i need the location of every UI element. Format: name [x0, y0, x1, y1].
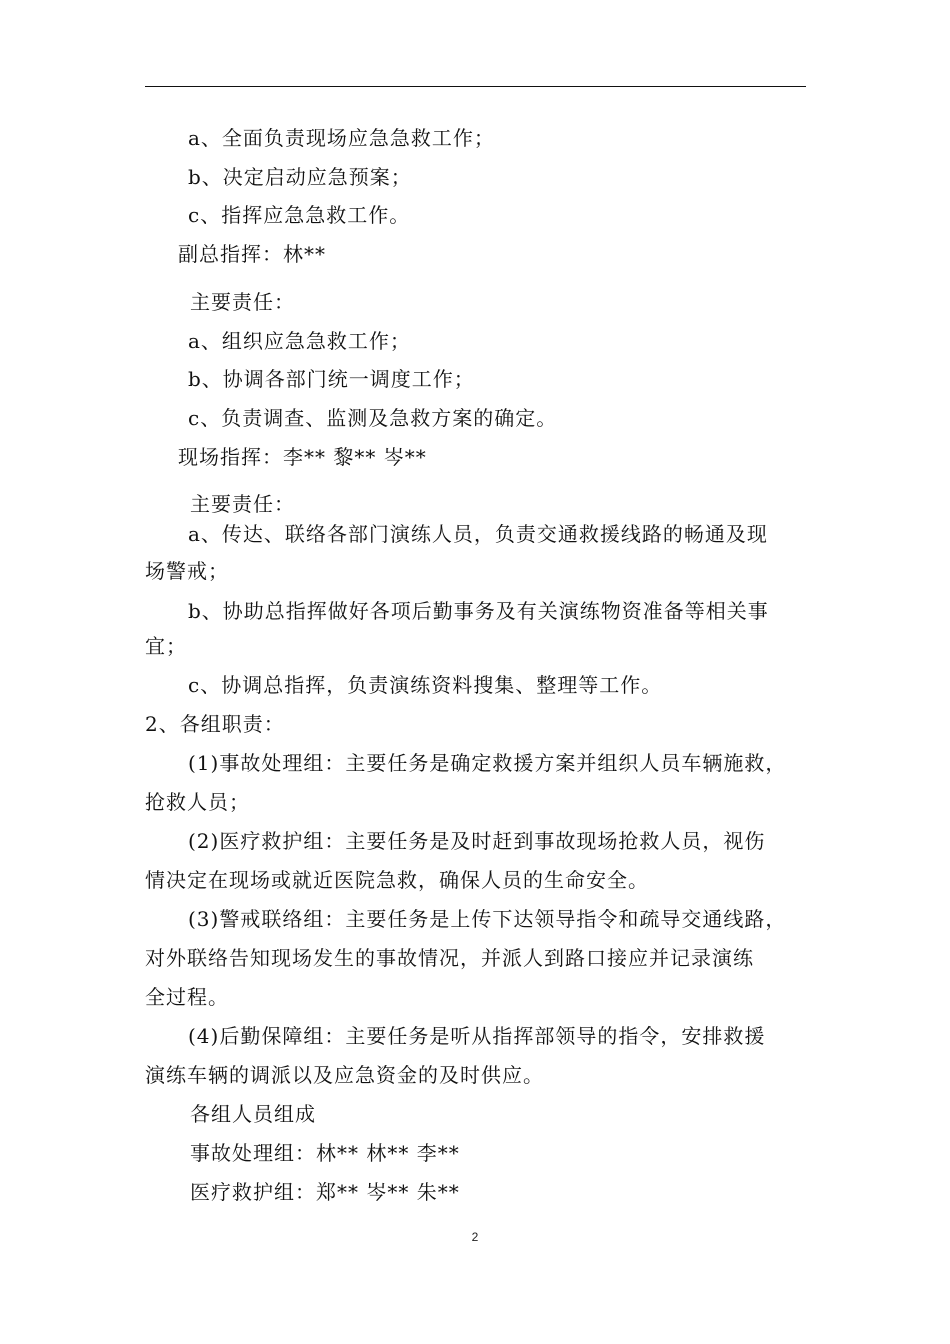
deputy-duty-a: a、组织应急急救工作；: [188, 329, 411, 353]
duty-line-b: b、决定启动应急预案；: [188, 165, 412, 189]
group-1-duty-cont: 抢救人员；: [145, 790, 250, 814]
group-4-duty-cont: 演练车辆的调派以及应急资金的及时供应。: [145, 1063, 544, 1087]
site-commander: 现场指挥：李** 黎** 岑**: [178, 445, 427, 469]
deputy-duty-c: c、负责调查、监测及急救方案的确定。: [188, 406, 558, 430]
section-heading: 2、各组职责：: [145, 712, 285, 736]
group-1-duty: (1)事故处理组：主要任务是确定救援方案并组织人员车辆施救，: [188, 751, 787, 775]
deputy-duty-b: b、协调各部门统一调度工作；: [188, 367, 475, 391]
members-heading: 各组人员组成: [190, 1102, 316, 1126]
main-responsibility-heading: 主要责任：: [190, 290, 295, 314]
group-3-duty-cont: 对外联络告知现场发生的事故情况，并派人到路口接应并记录演练: [145, 946, 754, 970]
members-group-1: 事故处理组：林** 林** 李**: [190, 1141, 460, 1165]
group-4-duty: (4)后勤保障组：主要任务是听从指挥部领导的指令，安排救援: [188, 1024, 766, 1048]
site-duty-b: b、协助总指挥做好各项后勤事务及有关演练物资准备等相关事: [188, 599, 769, 623]
site-duty-a: a、传达、联络各部门演练人员，负责交通救援线路的畅通及现: [188, 522, 768, 546]
main-responsibility-heading: 主要责任：: [190, 492, 295, 516]
group-3-duty: (3)警戒联络组：主要任务是上传下达领导指令和疏导交通线路，: [188, 907, 787, 931]
deputy-commander: 副总指挥：林**: [178, 242, 326, 266]
site-duty-c: c、协调总指挥，负责演练资料搜集、整理等工作。: [188, 673, 663, 697]
header-rule: [145, 86, 806, 87]
duty-line-a: a、全面负责现场应急急救工作；: [188, 126, 495, 150]
duty-line-c: c、指挥应急急救工作。: [188, 203, 411, 227]
members-group-2: 医疗救护组：郑** 岑** 朱**: [190, 1180, 460, 1204]
page-number: 2: [471, 1230, 479, 1244]
site-duty-a-cont: 场警戒；: [145, 559, 229, 583]
site-duty-b-cont: 宜；: [145, 634, 187, 658]
group-3-duty-cont2: 全过程。: [145, 985, 229, 1009]
group-2-duty-cont: 情决定在现场或就近医院急救，确保人员的生命安全。: [145, 868, 649, 892]
group-2-duty: (2)医疗救护组：主要任务是及时赶到事故现场抢救人员，视伤: [188, 829, 766, 853]
